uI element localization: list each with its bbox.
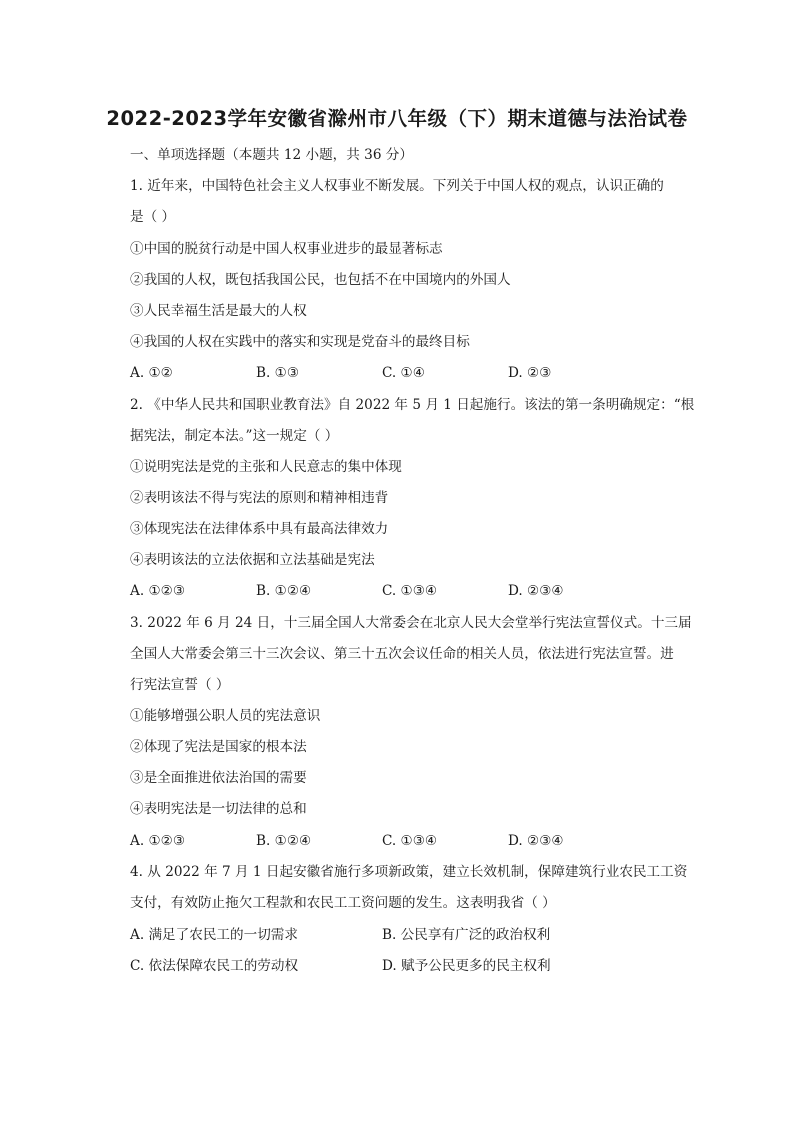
q2-stem-line-1: 2. 《中华人民共和国职业教育法》自 2022 年 5 月 1 日起施行。该法的第一条明确规定：“根	[130, 397, 695, 413]
q4-option-a: A. 满足了农民工的一切需求	[130, 927, 298, 943]
q1-stem-line-2: 是（ ）	[130, 209, 176, 225]
q3-option-c: C. ①③④	[382, 833, 438, 849]
q1-option-d: D. ②③	[508, 365, 552, 381]
q3-option-b: B. ①②④	[256, 833, 312, 849]
q3-item-4: ④表明宪法是一切法律的总和	[130, 801, 307, 817]
q1-option-c: C. ①④	[382, 365, 425, 381]
q2-stem-line-2: 据宪法，制定本法。”这一规定（ ）	[130, 428, 339, 444]
q1-stem-line-1: 1. 近年来，中国特色社会主义人权事业不断发展。下列关于中国人权的观点，认识正确的	[130, 178, 664, 194]
q3-item-2: ②体现了宪法是国家的根本法	[130, 739, 307, 755]
q2-item-2: ②表明该法不得与宪法的原则和精神相违背	[130, 490, 389, 506]
q3-option-d: D. ②③④	[508, 833, 564, 849]
q2-option-b: B. ①②④	[256, 583, 312, 599]
q3-stem-line-1: 3. 2022 年 6 月 24 日，十三届全国人大常委会在北京人民大会堂举行宪法宣誓仪式。十三届	[130, 615, 692, 631]
q1-item-2: ②我国的人权，既包括我国公民，也包括不在中国境内的外国人	[130, 272, 511, 288]
q1-option-b: B. ①③	[256, 365, 300, 381]
q4-option-d: D. 赋予公民更多的民主权利	[382, 958, 551, 974]
q3-item-3: ③是全面推进依法治国的需要	[130, 770, 307, 786]
q2-option-d: D. ②③④	[508, 583, 564, 599]
exam-title: 2022-2023学年安徽省滁州市八年级（下）期末道德与法治试卷	[106, 107, 688, 130]
q4-option-b: B. 公民享有广泛的政治权利	[382, 927, 551, 943]
q2-item-4: ④表明该法的立法依据和立法基础是宪法	[130, 552, 375, 568]
q1-item-1: ①中国的脱贫行动是中国人权事业进步的最显著标志	[130, 241, 443, 257]
q4-stem-line-2: 支付，有效防止拖欠工程款和农民工工资问题的发生。这表明我省（ ）	[130, 895, 556, 911]
q3-stem-line-3: 行宪法宣誓（ ）	[130, 677, 230, 693]
q3-stem-line-2: 全国人大常委会第三十三次会议、第三十五次会议任命的相关人员，依法进行宪法宣誓。进	[130, 646, 674, 662]
q2-option-a: A. ①②③	[130, 583, 186, 599]
q1-item-4: ④我国的人权在实践中的落实和实现是党奋斗的最终目标	[130, 334, 470, 350]
q4-option-c: C. 依法保障农民工的劳动权	[130, 958, 299, 974]
q4-stem-line-1: 4. 从 2022 年 7 月 1 日起安徽省施行多项新政策，建立长效机制，保障建筑行业农民工工资	[130, 864, 688, 880]
q1-item-3: ③人民幸福生活是最大的人权	[130, 303, 307, 319]
q1-option-a: A. ①②	[130, 365, 173, 381]
section-heading: 一、单项选择题（本题共 12 小题，共 36 分）	[130, 147, 413, 163]
q3-option-a: A. ①②③	[130, 833, 186, 849]
q2-item-1: ①说明宪法是党的主张和人民意志的集中体现	[130, 459, 402, 475]
q2-item-3: ③体现宪法在法律体系中具有最高法律效力	[130, 521, 389, 537]
q3-item-1: ①能够增强公职人员的宪法意识	[130, 708, 321, 724]
q2-option-c: C. ①③④	[382, 583, 438, 599]
